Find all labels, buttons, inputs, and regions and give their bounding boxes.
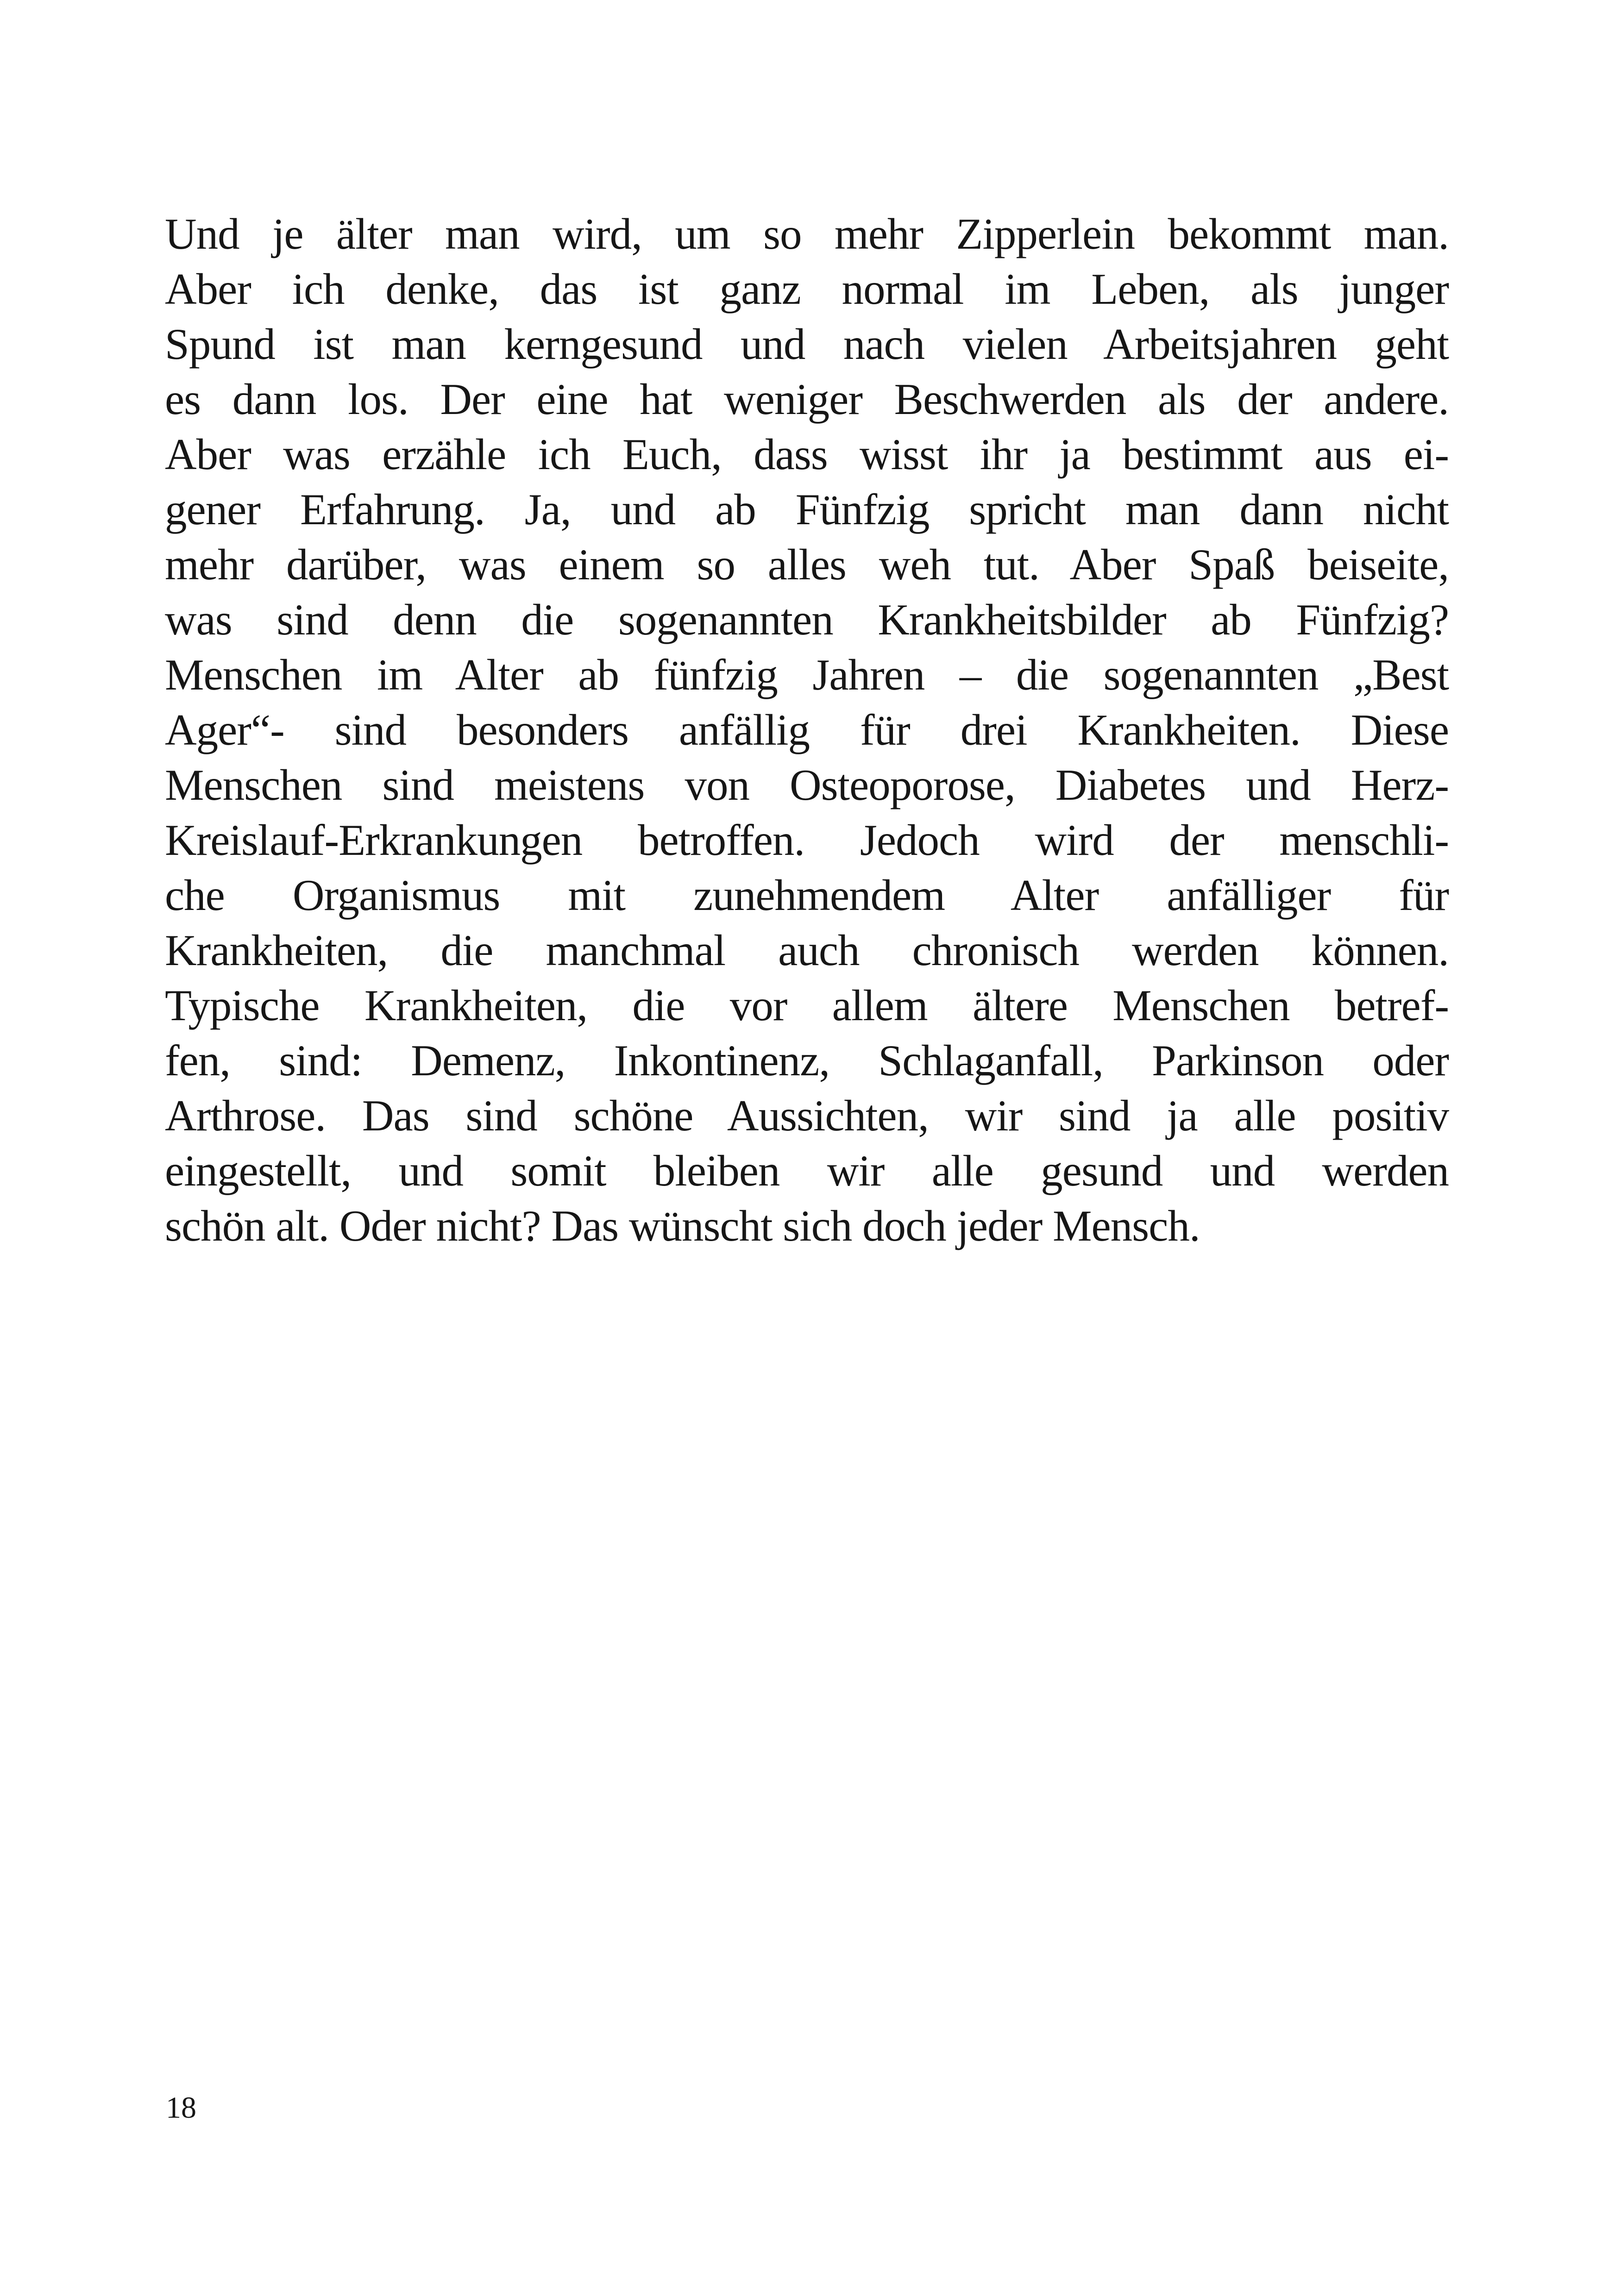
body-paragraph: [165, 207, 1449, 1254]
text-line: es dann los. Der eine hat weniger Beschwerden als der andere.: [165, 375, 1449, 424]
text-line: che Organismus mit zunehmendem Alter anfälliger für: [165, 871, 1449, 920]
text-line: Krankheiten, die manchmal auch chronisch werden können.: [165, 926, 1449, 975]
text-line: schön alt. Oder nicht? Das wünscht sich doch jeder Mensch.: [165, 1201, 1200, 1250]
text-line: Spund ist man kerngesund und nach vielen Arbeitsjahren geht: [165, 320, 1449, 369]
text-line: fen, sind: Demenz, Inkontinenz, Schlaganfall, Parkinson oder: [165, 1036, 1449, 1085]
text-line: Menschen im Alter ab fünfzig Jahren – die sogenannten „Best: [165, 650, 1449, 699]
text-line: Ager“- sind besonders anfällig für drei Krankheiten. Diese: [165, 705, 1449, 754]
text-line: Typische Krankheiten, die vor allem ältere Menschen betref-: [165, 981, 1449, 1030]
text-line: gener Erfahrung. Ja, und ab Fünfzig spricht man dann nicht: [165, 485, 1449, 534]
text-line: was sind denn die sogenannten Krankheitsbilder ab Fünfzig?: [165, 595, 1449, 644]
page-number: 18: [166, 2091, 196, 2125]
text-line: mehr darüber, was einem so alles weh tut. Aber Spaß beiseite,: [165, 540, 1449, 589]
text-line: Arthrose. Das sind schöne Aussichten, wir sind ja alle positiv: [165, 1091, 1449, 1140]
text-line: Menschen sind meistens von Osteoporose, Diabetes und Herz-: [165, 760, 1449, 809]
text-line: Und je älter man wird, um so mehr Zipperlein bekommt man.: [165, 209, 1449, 258]
text-line: Aber was erzähle ich Euch, dass wisst ihr ja bestimmt aus ei-: [165, 430, 1449, 479]
text-line: Aber ich denke, das ist ganz normal im Leben, als junger: [165, 264, 1449, 314]
text-line: Kreislauf-Erkrankungen betroffen. Jedoch wird der menschli-: [165, 816, 1449, 865]
text-line: eingestellt, und somit bleiben wir alle gesund und werden: [165, 1146, 1449, 1195]
